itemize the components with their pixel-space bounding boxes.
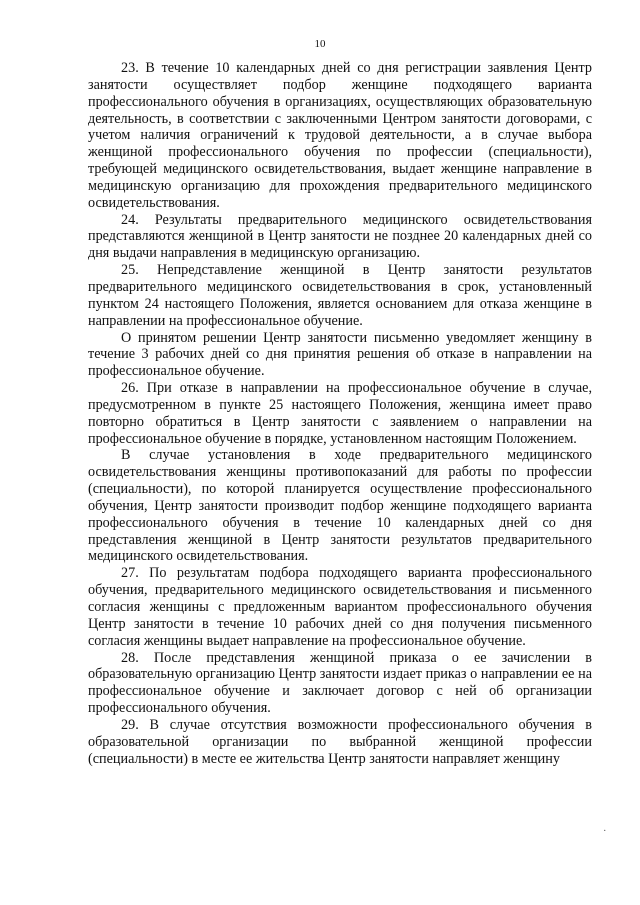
paragraph-27: 27. По результатам подбора подходящего варианта профессионального обучения, предварительного медицинского освидетельствования и письменного согласия женщины с предложенным вариантом профессионального обучения Центр занятости в течение 10 рабочих дней со дня получения письменного согласия женщины выдает направление на профессиональное обучение. (88, 565, 592, 649)
paragraph-26-contraindications: В случае установления в ходе предварительного медицинского освидетельствования женщины противопоказаний для работы по профессии (специальности), по которой планируется осуществление профессионального обучения, Центр занятости производит подбор женщине подходящего варианта профессионального обучения в течение 10 календарных дней со дня представления женщиной в Центр занятости результатов предварительного медицинского освидетельствования. (88, 447, 592, 565)
paragraph-25: 25. Непредставление женщиной в Центр занятости результатов предварительного медицинского освидетельствования в срок, установленный пунктом 24 настоящего Положения, является основанием для отказа женщине в направлении на профессиональное обучение. (88, 262, 592, 329)
paragraph-26: 26. При отказе в направлении на профессиональное обучение в случае, предусмотренном в пункте 25 настоящего Положения, женщина имеет право повторно обратиться в Центр занятости с заявлением о направлении на профессиональное обучение в порядке, установленном настоящим Положением. (88, 380, 592, 447)
page-number: 10 (314, 38, 326, 50)
paragraph-23: 23. В течение 10 календарных дней со дня регистрации заявления Центр занятости осуществляет подбор женщине подходящего варианта профессионального обучения в организациях, осуществляющих образовательную деятельность, в соответствии с заключенными Центром занятости договорами, с учетом наличия ограничений к трудовой деятельности, а в случае выбора женщиной профессионального обучения по профессии (специальности), требующей медицинского освидетельствования, выдает женщине направление в медицинскую организацию для прохождения предварительного медицинского освидетельствования. (88, 60, 592, 211)
margin-mark: . (603, 823, 606, 834)
paragraph-28: 28. После представления женщиной приказа о ее зачислении в образовательную организацию Центр занятости издает приказ о направлении ее на профессиональное обучение и заключает договор с ней об организации профессионального обучения. (88, 649, 592, 717)
paragraph-25-notice: О принятом решении Центр занятости письменно уведомляет женщину в течение 3 рабочих дней со дня принятия решения об отказе в направлении на профессиональное обучение. (88, 329, 592, 380)
paragraph-24: 24. Результаты предварительного медицинского освидетельствования представляются женщиной в Центр занятости не позднее 20 календарных дней со дня выдачи направления в медицинскую организацию. (88, 211, 592, 262)
paragraph-29: 29. В случае отсутствия возможности профессионального обучения в образовательной организации по выбранной женщиной профессии (специальности) в месте ее жительства Центр занятости направляет женщину (88, 716, 592, 767)
document-body (88, 60, 592, 767)
